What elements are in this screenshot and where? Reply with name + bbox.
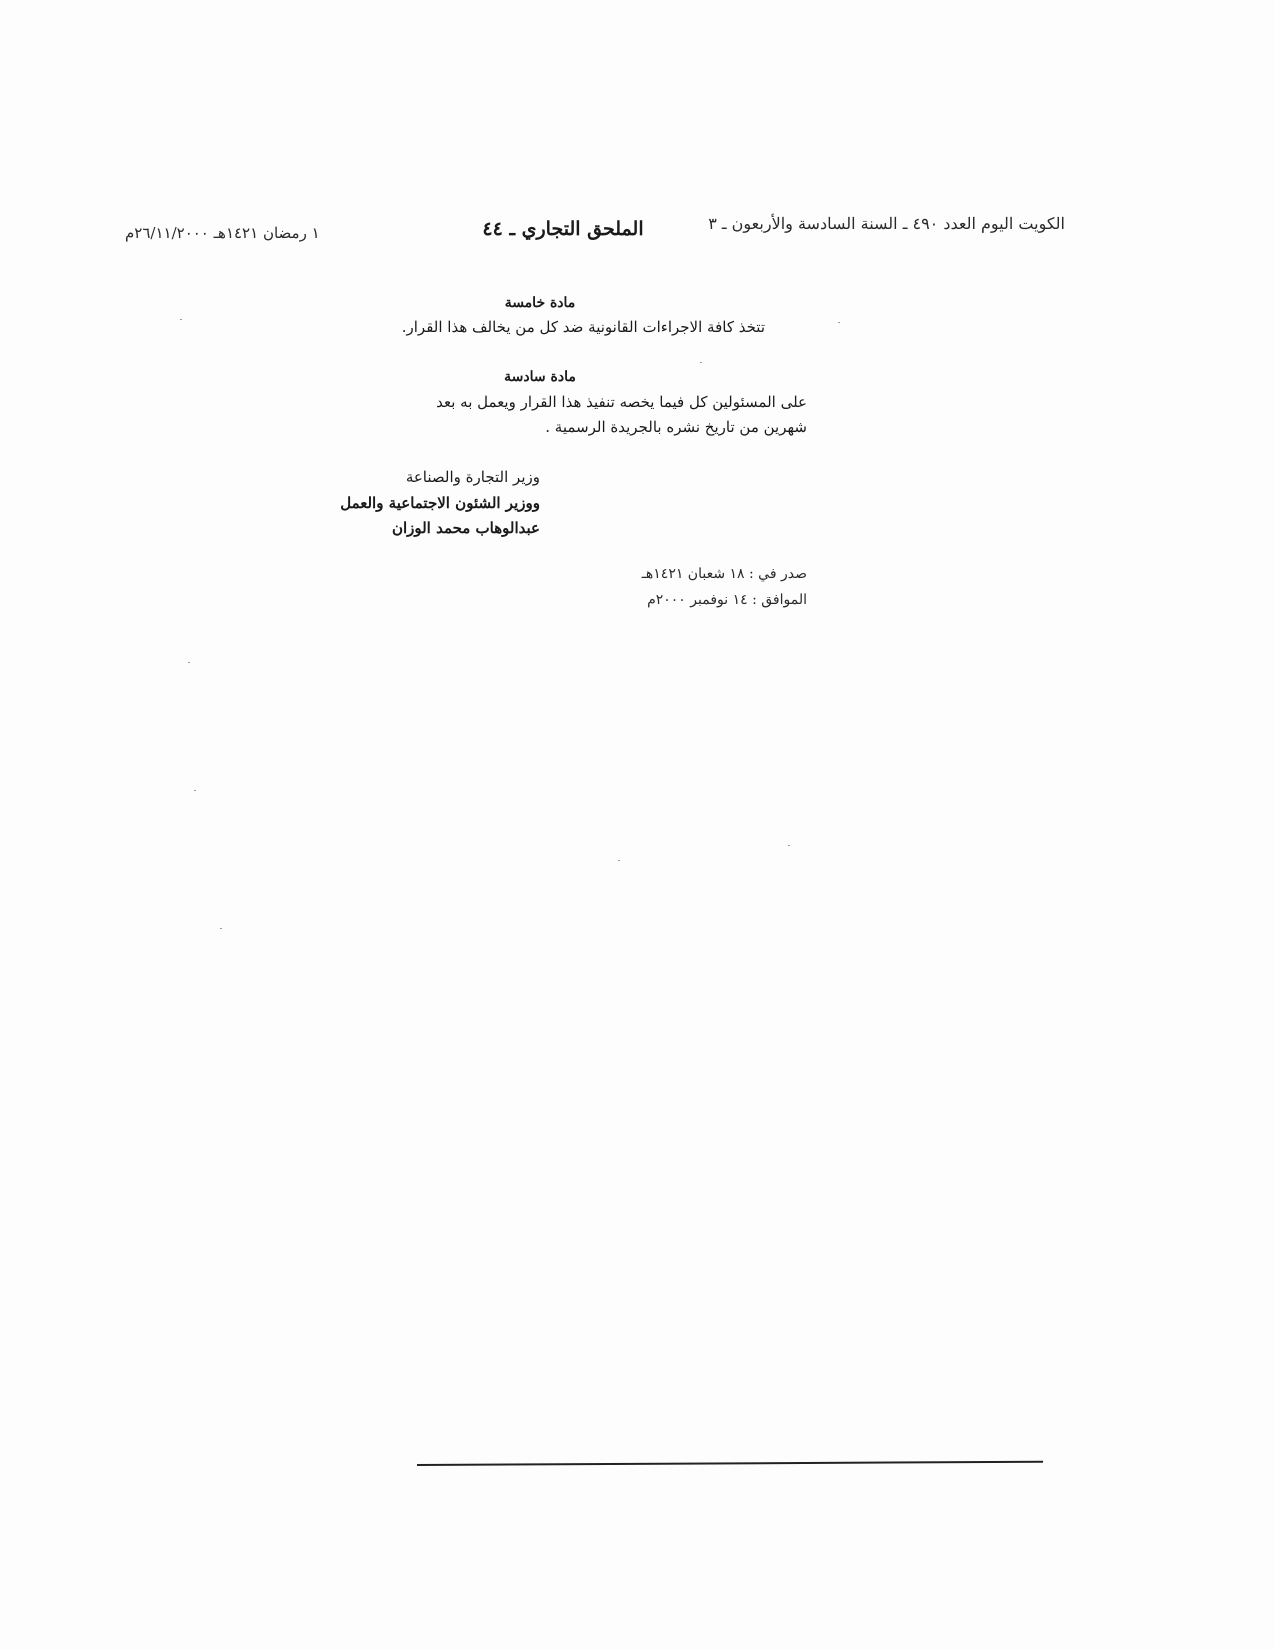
bottom-divider-line [417, 1461, 1043, 1466]
scan-speck [188, 662, 190, 663]
signatory-title-1: وزير التجارة والصناعة [405, 468, 540, 486]
issued-date-gregorian: الموافق : ١٤ نوفمبر ٢٠٠٠م [647, 592, 807, 608]
signatory-title-2: ووزير الشئون الاجتماعية والعمل [340, 494, 540, 512]
article-6-title: مادة سادسة [504, 369, 576, 385]
scan-speck [700, 362, 702, 363]
supplement-header: الملحق التجاري ـ ٤٤ [482, 218, 644, 240]
article-5-body: تتخذ كافة الاجراءات القانونية ضد كل من يخالف هذا القرار. [401, 318, 765, 336]
gazette-issue-header: الكويت اليوم العدد ٤٩٠ ـ السنة السادسة والأربعون ـ ٣ [708, 214, 1065, 233]
signatory-name: عبدالوهاب محمد الوزان [391, 519, 540, 537]
article-6-body-line-2: شهرين من تاريخ نشره بالجريدة الرسمية . [545, 418, 807, 436]
date-header: ١ رمضان ١٤٢١هـ ٢٦/١١/٢٠٠٠م [125, 224, 320, 242]
scan-speck [194, 790, 196, 791]
scan-speck [618, 860, 620, 861]
issued-date-hijri: صدر في : ١٨ شعبان ١٤٢١هـ [641, 566, 807, 582]
scan-speck [220, 928, 222, 929]
scan-speck [838, 322, 840, 323]
article-6-body-line-1: على المسئولين كل فيما يخصه تنفيذ هذا القرار ويعمل به بعد [436, 393, 807, 411]
scan-speck [180, 319, 182, 320]
scan-speck [788, 845, 790, 846]
article-5-title: مادة خامسة [504, 295, 576, 311]
